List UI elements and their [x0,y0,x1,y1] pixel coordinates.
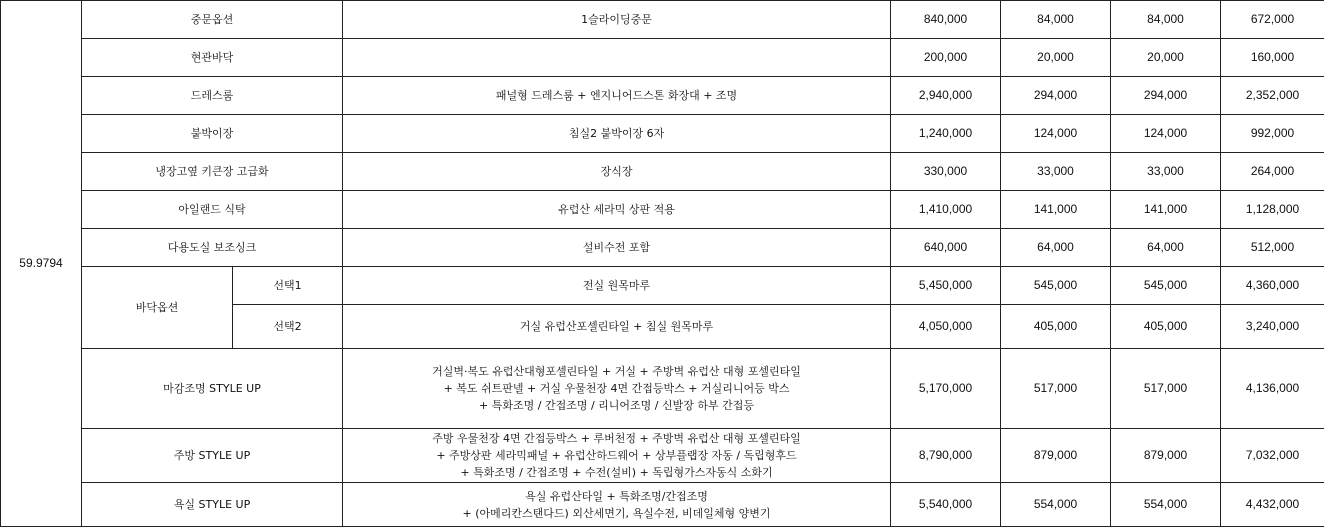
option-description: 욕실 유럽산타일 + 특화조명/간접조명 + (아메리칸스탠다드) 외산세면기, 욕실수전, 비데일체형 양변기 [343,483,891,527]
price-cell: 330,000 [891,153,1001,191]
price-cell: 64,000 [1001,229,1111,267]
table-row [1,429,1324,483]
price-cell: 200,000 [891,39,1001,77]
floor-option-name: 바닥옵션 [82,267,233,349]
price-cell: 141,000 [1001,191,1111,229]
price-cell: 294,000 [1001,77,1111,115]
option-description: 거실 유럽산포셀린타일 + 침실 원목마루 [343,305,891,349]
price-cell: 517,000 [1111,349,1221,429]
price-cell: 545,000 [1001,267,1111,305]
price-cell: 8,790,000 [891,429,1001,483]
price-cell: 4,050,000 [891,305,1001,349]
price-cell: 672,000 [1221,1,1324,39]
floor-choice-label: 선택2 [233,305,343,349]
option-name: 붙박이장 [82,115,343,153]
option-description: 1슬라이딩중문 [343,1,891,39]
price-cell: 1,128,000 [1221,191,1324,229]
table-row [1,39,1324,77]
price-cell: 264,000 [1221,153,1324,191]
option-description: 유럽산 세라믹 상판 적용 [343,191,891,229]
price-cell: 545,000 [1111,267,1221,305]
price-cell: 554,000 [1001,483,1111,527]
table-row [1,229,1324,267]
option-name: 마감조명 STYLE UP [82,349,343,429]
price-cell: 64,000 [1111,229,1221,267]
price-cell: 4,136,000 [1221,349,1324,429]
price-cell: 84,000 [1001,1,1111,39]
price-cell: 2,940,000 [891,77,1001,115]
price-cell: 20,000 [1111,39,1221,77]
option-name: 중문옵션 [82,1,343,39]
price-cell: 517,000 [1001,349,1111,429]
price-cell: 124,000 [1111,115,1221,153]
price-cell: 640,000 [891,229,1001,267]
option-name: 드레스룸 [82,77,343,115]
option-description: 전실 원목마루 [343,267,891,305]
price-cell: 405,000 [1001,305,1111,349]
price-cell: 554,000 [1111,483,1221,527]
option-description: 설비수전 포함 [343,229,891,267]
price-cell: 1,240,000 [891,115,1001,153]
option-name: 아일랜드 식탁 [82,191,343,229]
price-cell: 7,032,000 [1221,429,1324,483]
option-name: 주방 STYLE UP [82,429,343,483]
price-cell: 405,000 [1111,305,1221,349]
option-description: 침실2 붙박이장 6자 [343,115,891,153]
table-row [1,115,1324,153]
price-cell: 992,000 [1221,115,1324,153]
price-cell: 2,352,000 [1221,77,1324,115]
table-row [1,483,1324,527]
table-row [1,77,1324,115]
price-cell: 84,000 [1111,1,1221,39]
option-description: 거실벽·복도 유럽산대형포셀린타일 + 거실 + 주방벽 유럽산 대형 포셀린타일 + 복도 쉬트판넬 + 거실 우물천장 4면 간접등박스 + 거실리니어등 박스 + 특화조명 / 간접조명 / 리니어조명 / 신발장 하부 간접등 [343,349,891,429]
option-name: 욕실 STYLE UP [82,483,343,527]
price-cell: 33,000 [1111,153,1221,191]
option-name: 현관바닥 [82,39,343,77]
price-cell: 20,000 [1001,39,1111,77]
price-cell: 3,240,000 [1221,305,1324,349]
price-cell: 879,000 [1001,429,1111,483]
price-cell: 4,432,000 [1221,483,1324,527]
option-description: 주방 우물천장 4면 간접등박스 + 루버천정 + 주방벽 유럽산 대형 포셀린타일 + 주방상판 세라믹패널 + 유럽산하드웨어 + 상부플랩장 자동 / 독립형후드 + 특화조명 / 간접조명 + 수전(설비) + 독립형가스자동식 소화기 [343,429,891,483]
option-name: 다용도실 보조싱크 [82,229,343,267]
price-cell: 141,000 [1111,191,1221,229]
option-description: 패널형 드레스룸 + 엔지니어드스톤 화장대 + 조명 [343,77,891,115]
option-description [343,39,891,77]
unit-area-cell: 59.9794 [1,1,82,527]
price-cell: 840,000 [891,1,1001,39]
price-cell: 1,410,000 [891,191,1001,229]
table-row [1,153,1324,191]
table-row [1,1,1324,39]
price-cell: 124,000 [1001,115,1111,153]
price-cell: 160,000 [1221,39,1324,77]
price-cell: 512,000 [1221,229,1324,267]
price-cell: 33,000 [1001,153,1111,191]
table-row [1,267,1324,305]
price-cell: 5,450,000 [891,267,1001,305]
price-cell: 4,360,000 [1221,267,1324,305]
table-row [1,349,1324,429]
table-row [1,191,1324,229]
price-cell: 294,000 [1111,77,1221,115]
option-name: 냉장고옆 키큰장 고급화 [82,153,343,191]
price-cell: 5,540,000 [891,483,1001,527]
floor-choice-label: 선택1 [233,267,343,305]
price-cell: 5,170,000 [891,349,1001,429]
option-description: 장식장 [343,153,891,191]
price-cell: 879,000 [1111,429,1221,483]
